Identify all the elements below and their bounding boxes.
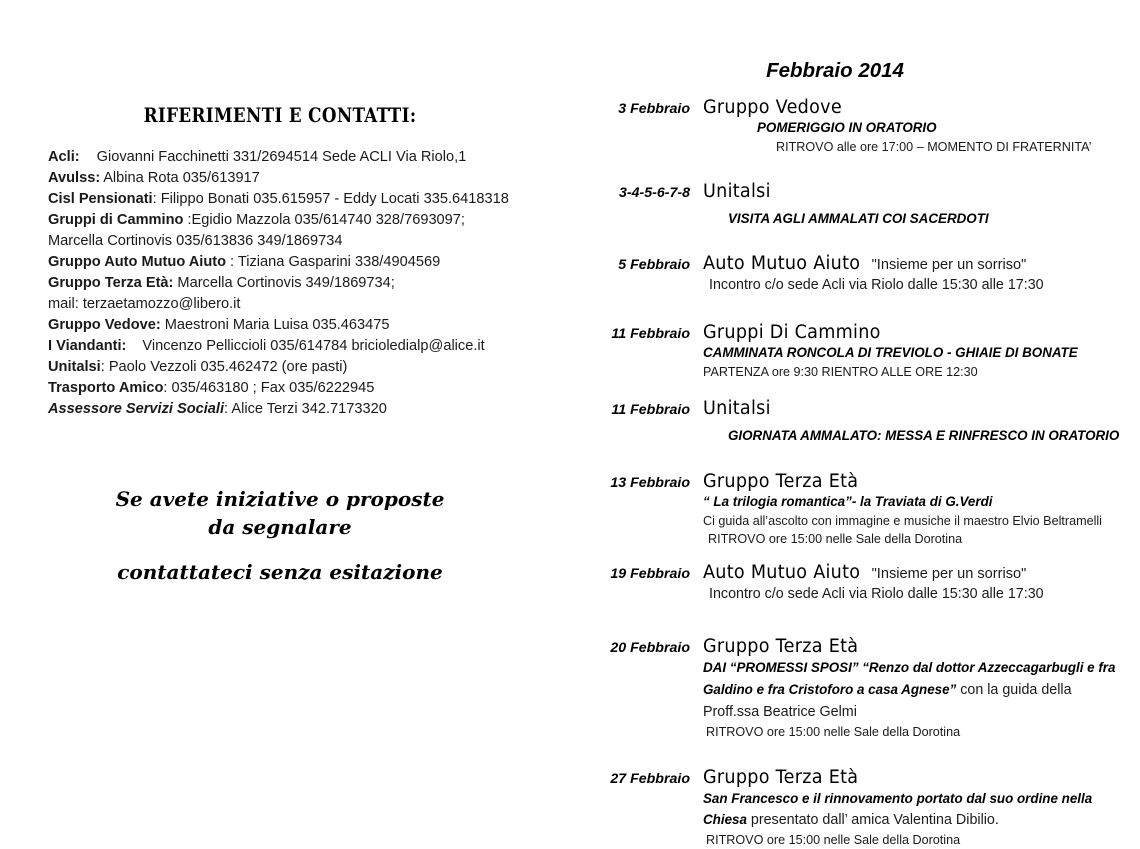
event-detail-line	[709, 583, 1140, 605]
event-detail-text: San Francesco e il rinnovamento portato dal suo ordine nella	[703, 791, 1093, 806]
contact-label: Gruppi di Cammino	[48, 212, 184, 228]
contact-row	[48, 273, 563, 294]
event-date: 20 Febbraio	[610, 640, 690, 656]
event-title-wrap	[690, 181, 774, 202]
event-detail-line	[757, 118, 1140, 137]
event-detail-text: Ci guida all’ascolto con immagine e musiche il maestro Elvio Beltramelli	[703, 514, 1102, 528]
event-date: 27 Febbraio	[610, 771, 690, 787]
event-date: 5 Febbraio	[618, 257, 690, 273]
event-detail-line	[776, 137, 1140, 157]
contact-value: Maestroni Maria Luisa 035.463475	[160, 317, 390, 333]
event-title: Auto Mutuo Aiuto	[703, 562, 861, 583]
contact-row	[48, 147, 563, 168]
event-detail-text: RITROVO alle ore 17:00 – MOMENTO DI FRATERNITA’	[776, 140, 1092, 154]
event-title: Auto Mutuo Aiuto	[703, 253, 861, 274]
event-detail-text: DAI “PROMESSI SPOSI” “Renzo dal dottor Azzeccagarbugli e fra	[703, 660, 1116, 675]
event-title: Gruppo Vedove	[703, 97, 842, 118]
event-detail-suffix: presentato dall’ amica Valentina Dibilio.	[746, 812, 999, 828]
calendar-event	[575, 253, 1140, 296]
calendar-event	[575, 181, 1140, 236]
contact-value: Vincenzo Pelliccioli 035/614784 bricioledialp@alice.it	[142, 338, 485, 354]
contact-value: Marcella Cortinovis 035/613836 349/1869734	[48, 233, 343, 249]
contact-row	[48, 357, 563, 378]
contact-label: Gruppo Auto Mutuo Aiuto	[48, 254, 227, 270]
closing-line-3: contattateci senza esitazione	[117, 560, 443, 584]
event-title-wrap	[690, 636, 867, 657]
contacts-heading: RIFERIMENTI E CONTATTI:	[143, 103, 417, 127]
event-date: 3-4-5-6-7-8	[619, 185, 690, 201]
event-title: Gruppo Terza Età	[703, 471, 859, 492]
event-detail-line	[703, 363, 1140, 381]
contact-label: Assessore Servizi Sociali	[48, 401, 225, 417]
contact-label: Cisl Pensionati	[48, 191, 153, 207]
closing-line-2: da segnalare	[208, 515, 352, 539]
contact-value: mail: terzaetamozzo@libero.it	[48, 296, 241, 312]
event-header	[575, 767, 1140, 788]
event-detail-line	[703, 343, 1140, 363]
event-header	[575, 398, 1140, 419]
contact-value: : Filippo Bonati 035.615957 - Eddy Locati 335.6418318	[152, 191, 509, 207]
contact-value: Giovanni Facchinetti 331/2694514 Sede ACLI Via Riolo,1	[96, 149, 467, 165]
event-detail-text: Galdino e fra Cristoforo a casa Agnese”	[703, 682, 957, 697]
event-detail-line	[728, 419, 1140, 452]
event-detail-line	[703, 492, 1140, 512]
contact-label: Trasporto Amico	[48, 380, 164, 396]
contacts-column	[0, 0, 575, 792]
calendar-event	[575, 767, 1140, 849]
contact-value: Albina Rota 035/613917	[103, 170, 260, 186]
contact-row	[48, 399, 563, 420]
event-title: Unitalsi	[703, 398, 771, 419]
event-header	[575, 322, 1140, 343]
event-detail-text: POMERIGGIO IN ORATORIO	[757, 120, 937, 135]
event-detail-line	[703, 657, 1140, 679]
event-title-wrap	[690, 767, 867, 788]
event-detail-text: “ La trilogia romantica”- la Traviata di G.Verdi	[703, 494, 993, 509]
contact-row	[48, 378, 563, 399]
event-detail-line	[703, 788, 1140, 809]
event-date: 11 Febbraio	[611, 326, 690, 342]
event-title-wrap	[690, 562, 1026, 583]
calendar-column	[575, 0, 1140, 847]
event-title-suffix: "Insieme per un sorriso"	[871, 257, 1027, 273]
contact-label: Unitalsi	[48, 359, 101, 375]
event-title: Gruppi Di Cammino	[703, 322, 881, 343]
event-detail-text: VISITA AGLI AMMALATI COI SACERDOTI	[728, 211, 989, 226]
event-detail-line	[709, 274, 1140, 296]
event-detail-line	[703, 809, 1140, 831]
calendar-event	[575, 322, 1140, 381]
contact-row	[48, 231, 563, 252]
event-detail-line	[706, 723, 1140, 741]
contact-row	[48, 315, 563, 336]
calendar-event	[575, 471, 1140, 548]
contact-label: Gruppo Terza Età:	[48, 275, 174, 291]
event-title-wrap	[690, 97, 849, 118]
event-header	[575, 97, 1140, 118]
event-header	[575, 562, 1140, 583]
contact-label: Gruppo Vedove:	[48, 317, 161, 333]
contact-label: I Viandanti:	[48, 338, 127, 354]
event-detail-text: Incontro c/o sede Acli via Riolo dalle 15:30 alle 17:30	[709, 586, 1044, 602]
calendar-event	[575, 636, 1140, 741]
calendar-event	[575, 97, 1140, 157]
event-title: Gruppo Terza Età	[703, 636, 859, 657]
contact-row	[48, 168, 563, 189]
event-header	[575, 471, 1140, 492]
calendar-event	[575, 398, 1140, 452]
contact-value: : 035/463180 ; Fax 035/6222945	[163, 380, 375, 396]
contacts-list	[48, 147, 563, 420]
event-detail-line	[703, 679, 1140, 701]
event-detail-text: Incontro c/o sede Acli via Riolo dalle 15:30 alle 17:30	[709, 277, 1044, 293]
event-detail-text: Chiesa	[703, 812, 747, 827]
event-detail-line	[728, 202, 1140, 236]
contact-row	[48, 294, 563, 315]
contact-row	[48, 210, 563, 231]
event-detail-text: RITROVO ore 15:00 nelle Sale della Dorotina	[706, 833, 961, 847]
contact-value: : Alice Terzi 342.7173320	[224, 401, 387, 417]
calendar-event	[575, 562, 1140, 605]
contact-label: Acli:	[48, 149, 80, 165]
contact-value: :Egidio Mazzola 035/614740 328/7693097;	[183, 212, 465, 228]
event-title: Unitalsi	[703, 181, 771, 202]
event-detail-text: GIORNATA AMMALATO: MESSA E RINFRESCO IN ORATORIO	[728, 428, 1120, 443]
event-date: 3 Febbraio	[618, 101, 690, 117]
event-detail-text: CAMMINATA RONCOLA DI TREVIOLO - GHIAIE DI BONATE	[703, 345, 1078, 360]
event-date: 11 Febbraio	[611, 402, 690, 418]
contact-value: : Paolo Vezzoli 035.462472 (ore pasti)	[100, 359, 348, 375]
contact-label: Avulss:	[48, 170, 101, 186]
event-title-wrap	[690, 322, 890, 343]
event-header	[575, 636, 1140, 657]
event-detail-text: PARTENZA ore 9:30 RIENTRO ALLE ORE 12:30	[703, 365, 978, 379]
event-detail-line	[706, 831, 1140, 849]
event-header	[575, 253, 1140, 274]
contact-row	[48, 189, 563, 210]
event-title-wrap	[690, 471, 867, 492]
event-detail-text: Proff.ssa Beatrice Gelmi	[703, 704, 857, 720]
event-date: 19 Febbraio	[610, 566, 690, 582]
event-title-wrap	[690, 398, 774, 419]
event-title: Gruppo Terza Età	[703, 767, 859, 788]
month-title: Febbraio 2014	[766, 59, 904, 82]
event-date: 13 Febbraio	[610, 475, 690, 491]
event-detail-text: RITROVO ore 15:00 nelle Sale della Dorotina	[708, 532, 963, 546]
events-list	[575, 97, 1140, 849]
event-detail-suffix: con la guida della	[956, 682, 1072, 698]
contact-value: : Tiziana Gasparini 338/4904569	[230, 254, 441, 270]
contact-row	[48, 336, 563, 357]
contact-row	[48, 252, 563, 273]
event-detail-line	[708, 530, 1140, 548]
contact-value: Marcella Cortinovis 349/1869734;	[177, 275, 395, 291]
event-detail-line	[703, 512, 1140, 530]
event-detail-text: RITROVO ore 15:00 nelle Sale della Dorotina	[706, 725, 961, 739]
event-title-suffix: "Insieme per un sorriso"	[871, 566, 1027, 582]
event-detail-line	[703, 701, 1140, 723]
closing-message	[0, 485, 560, 586]
event-header	[575, 181, 1140, 202]
event-title-wrap	[690, 253, 1026, 274]
closing-line-1: Se avete iniziative o proposte	[115, 487, 445, 511]
